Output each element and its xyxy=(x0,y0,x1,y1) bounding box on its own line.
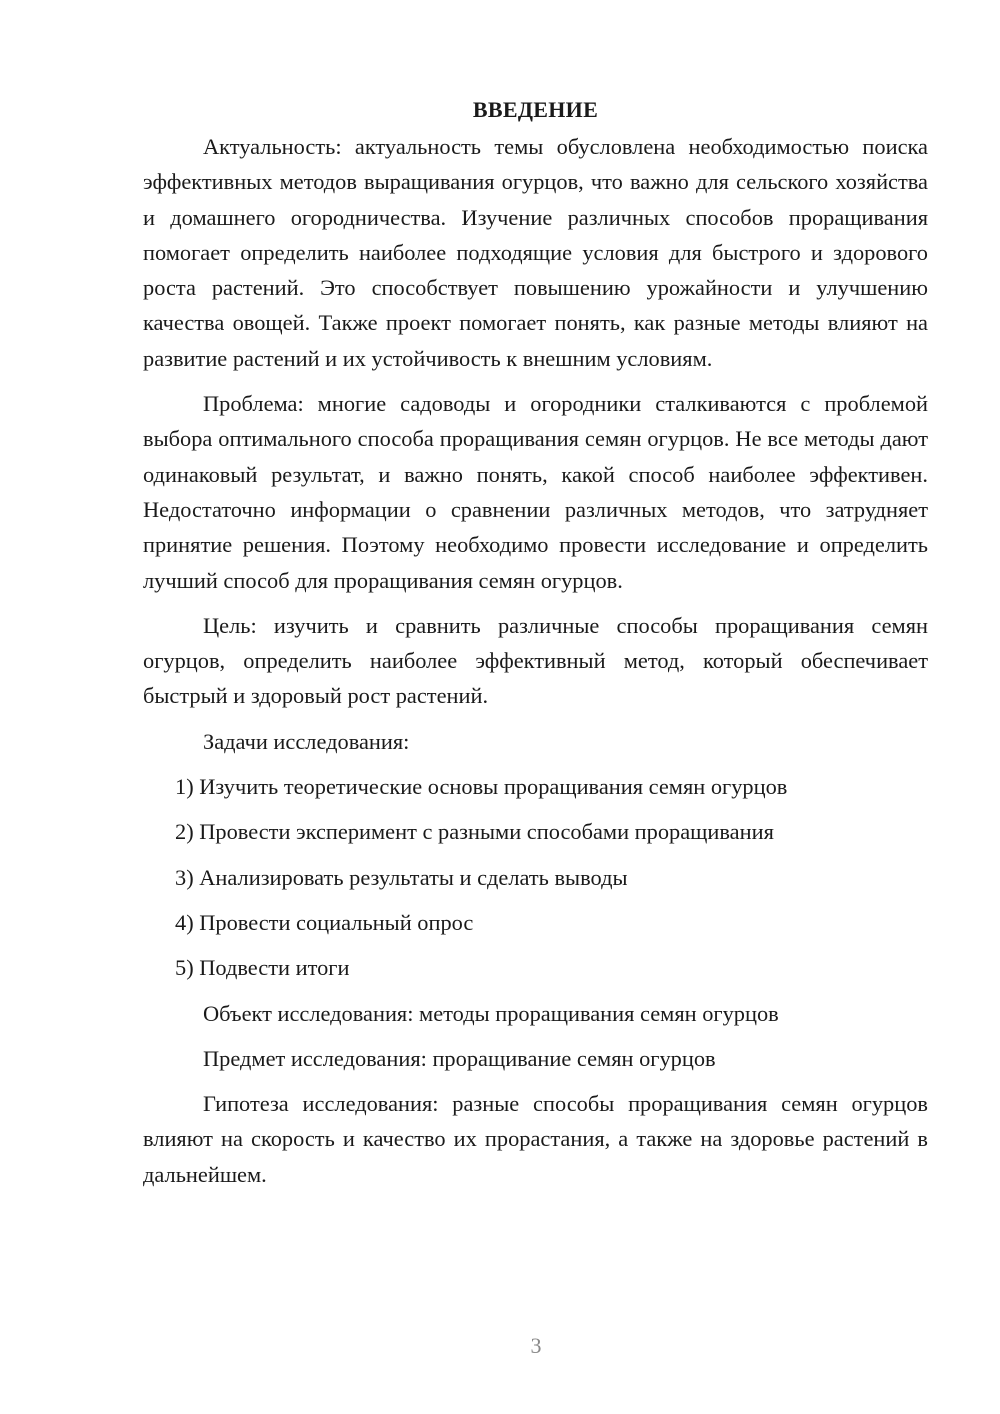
paragraph-relevance: Актуальность: актуальность темы обусловлена необходимостью поиска эффективных методов выращивания огурцов, что важно для сельского хозяйства и домашнего огородничества. Изучение различных способов проращивания помогает определить наиболее подходящие условия для быстрого и здорового роста растений. Это способствует повышению урожайности и улучшению качества овощей. Также проект помогает понять, как разные методы влияют на развитие растений и их устойчивость к внешним условиям. xyxy=(143,134,928,371)
paragraph-object: Объект исследования: методы проращивания семян огурцов xyxy=(203,1000,779,1026)
tasks-title: Задачи исследования: xyxy=(203,728,410,754)
list-item: 5) Подвести итоги xyxy=(175,955,350,981)
page-content xyxy=(143,92,928,1202)
list-item: 4) Провести социальный опрос xyxy=(175,909,474,935)
list-item: 3) Анализировать результаты и сделать выводы xyxy=(175,864,628,890)
list-item: 1) Изучить теоретические основы проращивания семян огурцов xyxy=(175,774,788,800)
list-item: 2) Провести эксперимент с разными способами проращивания xyxy=(175,819,774,845)
paragraph-goal: Цель: изучить и сравнить различные способы проращивания семян огурцов, определить наиболее эффективный метод, который обеспечивает быстрый и здоровый рост растений. xyxy=(143,612,928,709)
paragraph-subject: Предмет исследования: проращивание семян огурцов xyxy=(203,1045,716,1071)
paragraph-hypothesis: Гипотеза исследования: разные способы проращивания семян огурцов влияют на скорость и качество их прорастания, а также на здоровье растений в дальнейшем. xyxy=(143,1091,928,1187)
page-number: 3 xyxy=(530,1333,542,1358)
tasks-list xyxy=(143,769,928,985)
section-heading: ВВЕДЕНИЕ xyxy=(472,97,599,122)
paragraph-problem: Проблема: многие садоводы и огородники сталкиваются с проблемой выбора оптимального способа проращивания семян огурцов. Не все методы дают одинаковый результат, и важно понять, какой способ наиболее эффективен. Недостаточно информации о сравнении различных методов, что затрудняет принятие решения. Поэтому необходимо провести исследование и определить лучший способ для проращивания семян огурцов. xyxy=(143,391,928,593)
